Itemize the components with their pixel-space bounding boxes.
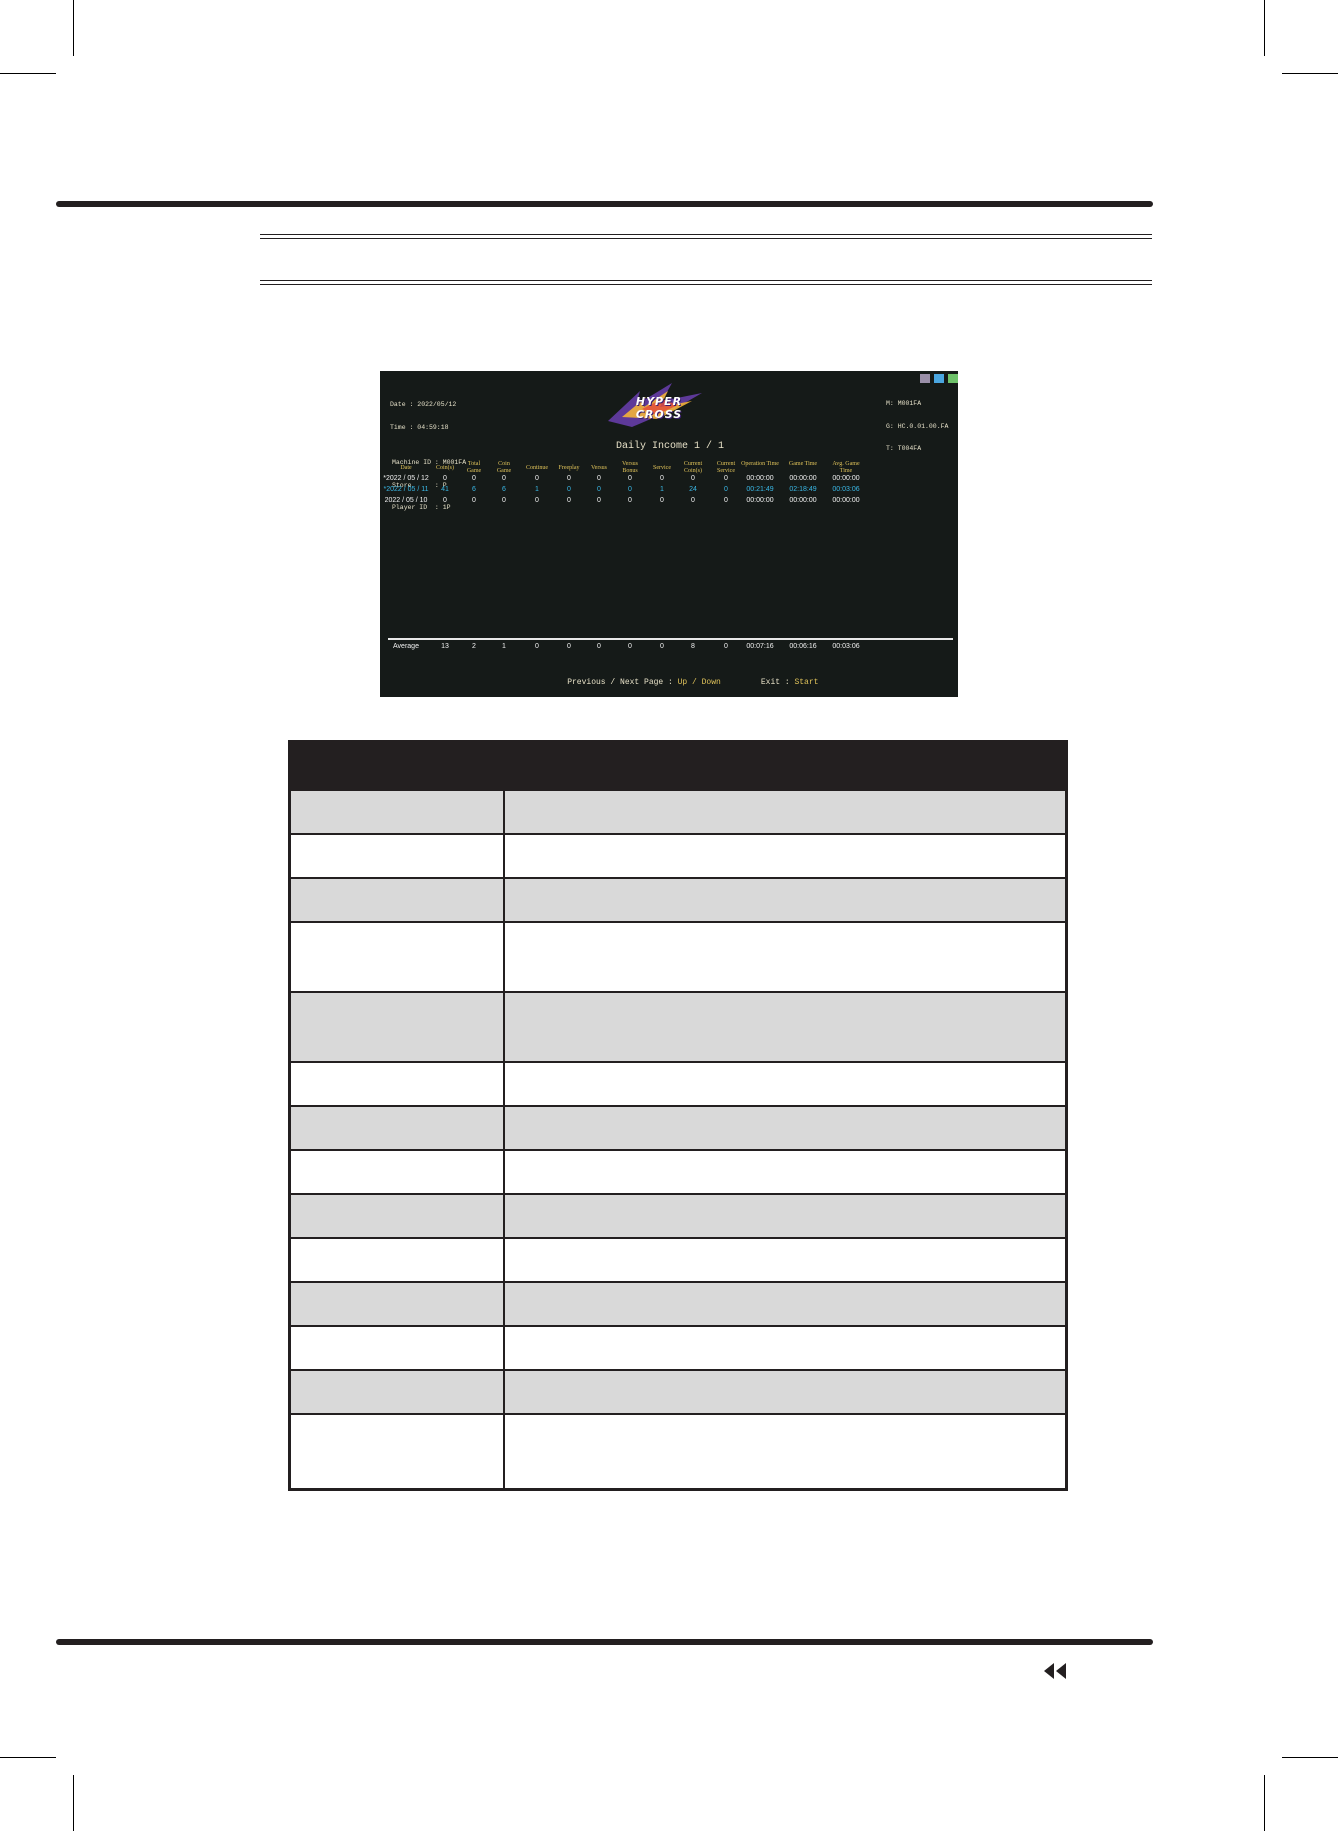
player-id-line: Player ID : 1P xyxy=(392,504,451,511)
average-cell: 0 xyxy=(535,643,539,650)
table-cell: 0 xyxy=(597,475,601,482)
table-cell: 41 xyxy=(441,486,449,493)
table-cell: 6 xyxy=(502,486,506,493)
table-cell: 0 xyxy=(535,497,539,504)
table-cell: 2022 / 05 / 10 xyxy=(384,497,428,504)
status-icon xyxy=(948,374,958,383)
table-cell: 1 xyxy=(535,486,539,493)
table-row xyxy=(291,833,1065,877)
average-cell: 00:03:06 xyxy=(832,643,860,650)
average-cell: 00:06:16 xyxy=(789,643,817,650)
table-cell: 0 xyxy=(597,497,601,504)
column-header: Freeplay xyxy=(558,465,580,471)
table-cell: 0 xyxy=(472,497,476,504)
column-header: Current Service xyxy=(716,461,736,474)
table-cell: 0 xyxy=(628,486,632,493)
table-cell: 0 xyxy=(502,497,506,504)
table-cell: 00:00:00 xyxy=(746,475,774,482)
table-cell: 0 xyxy=(660,475,664,482)
table-cell: 02:18:49 xyxy=(789,486,817,493)
column-header: Continue xyxy=(526,465,548,471)
table-cell: 6 xyxy=(472,486,476,493)
table-cell: 00:00:00 xyxy=(832,497,860,504)
table-column-divider xyxy=(503,789,505,1488)
nav-hint-label: Previous / Next Page : xyxy=(567,678,678,687)
crop-mark xyxy=(73,1775,74,1831)
section-rule-bottom xyxy=(260,280,1152,281)
exit-hint-key: Start xyxy=(794,678,819,687)
average-divider xyxy=(388,638,953,640)
section-rule-top xyxy=(260,234,1152,235)
column-header: Service xyxy=(653,465,671,471)
table-cell: 0 xyxy=(443,497,447,504)
game-version-info: G: HC.0.01.00.FA xyxy=(886,422,949,430)
average-cell: 0 xyxy=(567,643,571,650)
table-cell: 0 xyxy=(691,475,695,482)
logo-text: HYPER CROSS xyxy=(635,395,683,421)
table-cell: 00:00:00 xyxy=(832,475,860,482)
average-label: Average xyxy=(393,643,419,650)
column-header: Versus Bonus xyxy=(622,461,638,474)
column-header: Current Coin(s) xyxy=(683,461,703,474)
average-cell: 00:07:16 xyxy=(746,643,774,650)
table-header xyxy=(291,743,1065,789)
double-left-arrow-icon xyxy=(1043,1662,1067,1680)
machine-id-line: Machine ID : M001FA xyxy=(392,459,467,466)
column-header: Coin Game xyxy=(496,461,512,474)
section-rule-bottom xyxy=(260,284,1152,285)
status-icon xyxy=(920,374,930,383)
table-row xyxy=(291,1193,1065,1237)
table-cell: 0 xyxy=(628,497,632,504)
page-title: Daily Income 1 / 1 xyxy=(615,441,725,452)
footer-hint xyxy=(548,669,818,696)
table-cell: 0 xyxy=(597,486,601,493)
table-row xyxy=(291,1149,1065,1193)
table-row xyxy=(291,1325,1065,1369)
table-cell: 24 xyxy=(689,486,697,493)
crop-mark xyxy=(1264,1775,1265,1831)
nav-hint-keys: Up / Down xyxy=(677,678,721,687)
table-cell: 0 xyxy=(443,475,447,482)
status-icons xyxy=(920,374,958,384)
column-header: Operation Time xyxy=(741,461,779,467)
average-cell: 2 xyxy=(472,643,476,650)
status-icon xyxy=(934,374,944,383)
table-cell: 0 xyxy=(567,497,571,504)
column-header: Versus xyxy=(591,465,607,471)
table-cell: *2022 / 05 / 11 xyxy=(383,486,429,493)
description-table xyxy=(288,740,1068,1491)
column-header: Date xyxy=(400,465,412,471)
machine-info: M: M001FA xyxy=(886,400,922,407)
table-cell: 00:00:00 xyxy=(789,497,817,504)
table-cell: 00:00:00 xyxy=(746,497,774,504)
table-cell: 00:03:06 xyxy=(832,486,860,493)
table-row xyxy=(291,921,1065,991)
table-cell: 0 xyxy=(502,475,506,482)
average-cell: 1 xyxy=(502,643,506,650)
average-cell: 0 xyxy=(724,643,728,650)
table-row xyxy=(291,1369,1065,1413)
table-cell: 00:00:00 xyxy=(789,475,817,482)
column-header: Avg. Game Time xyxy=(832,461,860,474)
crop-mark xyxy=(73,0,74,56)
table-cell: 00:21:49 xyxy=(746,486,774,493)
crop-mark xyxy=(1282,73,1338,74)
table-row xyxy=(291,1105,1065,1149)
header-rule xyxy=(56,201,1153,207)
table-cell: 0 xyxy=(724,497,728,504)
crop-mark xyxy=(1282,1757,1338,1758)
date-line: Date : 2022/05/12 xyxy=(390,401,457,408)
table-row xyxy=(291,1281,1065,1325)
hyper-cross-logo xyxy=(602,379,710,431)
crop-mark xyxy=(0,73,56,74)
time-line: Time : 04:59:18 xyxy=(390,423,449,431)
crop-mark xyxy=(1264,0,1265,56)
crop-mark xyxy=(0,1757,56,1758)
average-cell: 0 xyxy=(597,643,601,650)
table-row xyxy=(291,1237,1065,1281)
column-header: Coin(s) xyxy=(436,465,454,471)
table-row xyxy=(291,1413,1065,1483)
table-cell: 0 xyxy=(660,497,664,504)
column-header: Total Game xyxy=(466,461,482,474)
footer-rule xyxy=(56,1639,1153,1645)
table-cell: 0 xyxy=(724,475,728,482)
table-cell: 0 xyxy=(691,497,695,504)
table-cell: 0 xyxy=(567,475,571,482)
table-row xyxy=(291,991,1065,1061)
exit-hint-label: Exit : xyxy=(760,678,795,687)
average-cell: 13 xyxy=(441,643,449,650)
table-row xyxy=(291,877,1065,921)
table-cell: 0 xyxy=(567,486,571,493)
average-cell: 0 xyxy=(628,643,632,650)
column-header: Game Time xyxy=(788,461,818,467)
store-line: Store : P xyxy=(392,481,447,489)
table-row xyxy=(291,789,1065,833)
table-cell: 0 xyxy=(628,475,632,482)
table-cell: 0 xyxy=(535,475,539,482)
table-cell: 1 xyxy=(660,486,664,493)
table-cell: 0 xyxy=(724,486,728,493)
table-row xyxy=(291,1061,1065,1105)
table-cell: 0 xyxy=(472,475,476,482)
average-cell: 0 xyxy=(660,643,664,650)
daily-income-screenshot xyxy=(380,371,958,697)
terminal-info: T: T004FA xyxy=(886,445,922,452)
average-cell: 8 xyxy=(691,643,695,650)
table-cell: *2022 / 05 / 12 xyxy=(383,475,429,482)
section-rule-top xyxy=(260,238,1152,239)
